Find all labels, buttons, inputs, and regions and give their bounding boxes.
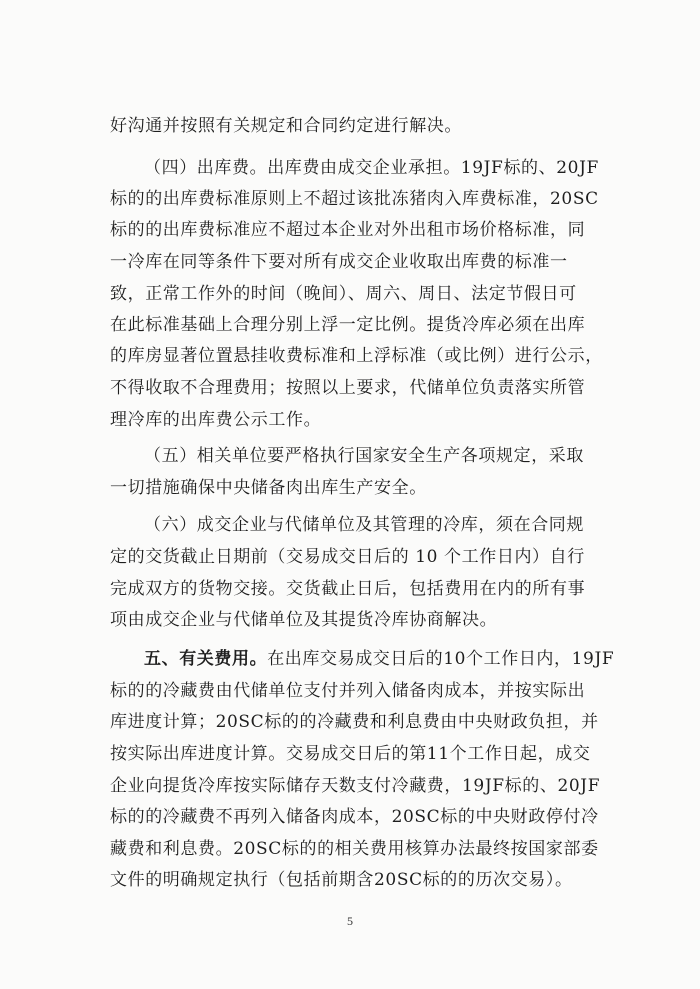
text-line: 项由成交企业与代储单位及其提货冷库协商解决。 bbox=[110, 610, 498, 630]
text-line: 不得收取不合理费用；按照以上要求，代储单位负责落实所管 bbox=[110, 378, 586, 398]
text-line: 标的的出库费标准原则上不超过该批冻猪肉入库费标准，20SC bbox=[110, 189, 599, 209]
section-five-text: 在出库交易成交日后的10个工作日内，19JF bbox=[267, 649, 615, 669]
text-line: 定的交货截止日期前（交易成交日后的 10 个工作日内）自行 bbox=[110, 547, 585, 567]
text-line: 藏费和利息费。20SC标的的相关费用核算办法最终按国家部委 bbox=[110, 839, 599, 859]
text-line: 的库房显著位置悬挂收费标准和上浮标准（或比例）进行公示， bbox=[110, 346, 603, 366]
text-line: 好沟通并按照有关规定和合同约定进行解决。 bbox=[110, 116, 462, 136]
paragraph-five-start: （五）相关单位要严格执行国家安全生产各项规定，采取 bbox=[144, 446, 584, 466]
text-line: 一切措施确保中央储备肉出库生产安全。 bbox=[110, 478, 427, 498]
text-line: 企业向提货冷库按实际储存天数支付冷藏费，19JF标的、20JF bbox=[110, 776, 601, 796]
text-line: 在此标准基础上合理分别上浮一定比例。提货冷库必须在出库 bbox=[110, 315, 586, 335]
text-line: 文件的明确规定执行（包括前期含20SC标的的历次交易）。 bbox=[110, 870, 573, 890]
section-five-heading: 五、有关费用。 bbox=[144, 649, 268, 669]
text-line: 标的的冷藏费由代储单位支付并列入储备肉成本，并按实际出 bbox=[110, 681, 586, 701]
text-line: 标的的冷藏费不再列入储备肉成本，20SC标的中央财政停付冷 bbox=[110, 807, 599, 827]
text-line: 理冷库的出库费公示工作。 bbox=[110, 410, 322, 430]
page-number: 5 bbox=[347, 914, 353, 928]
paragraph-four-start: （四）出库费。出库费由成交企业承担。19JF标的、20JF bbox=[144, 158, 599, 178]
text-line: 完成双方的货物交接。交货截止日后，包括费用在内的所有事 bbox=[110, 579, 586, 599]
text-line: 一冷库在同等条件下要对所有成交企业收取出库费的标准一 bbox=[110, 252, 568, 272]
text-line: 标的的出库费标准应不超过本企业对外出租市场价格标准，同 bbox=[110, 220, 586, 240]
text-line: 致，正常工作外的时间（晚间）、周六、周日、法定节假日可 bbox=[110, 284, 577, 304]
paragraph-six-start: （六）成交企业与代储单位及其管理的冷库，须在合同规 bbox=[144, 515, 584, 535]
text-line: 库进度计算；20SC标的的冷藏费和利息费由中央财政负担，并 bbox=[110, 712, 599, 732]
section-five-first-line bbox=[144, 647, 615, 671]
text-line: 按实际出库进度计算。交易成交日后的第11个工作日起，成交 bbox=[110, 744, 591, 764]
